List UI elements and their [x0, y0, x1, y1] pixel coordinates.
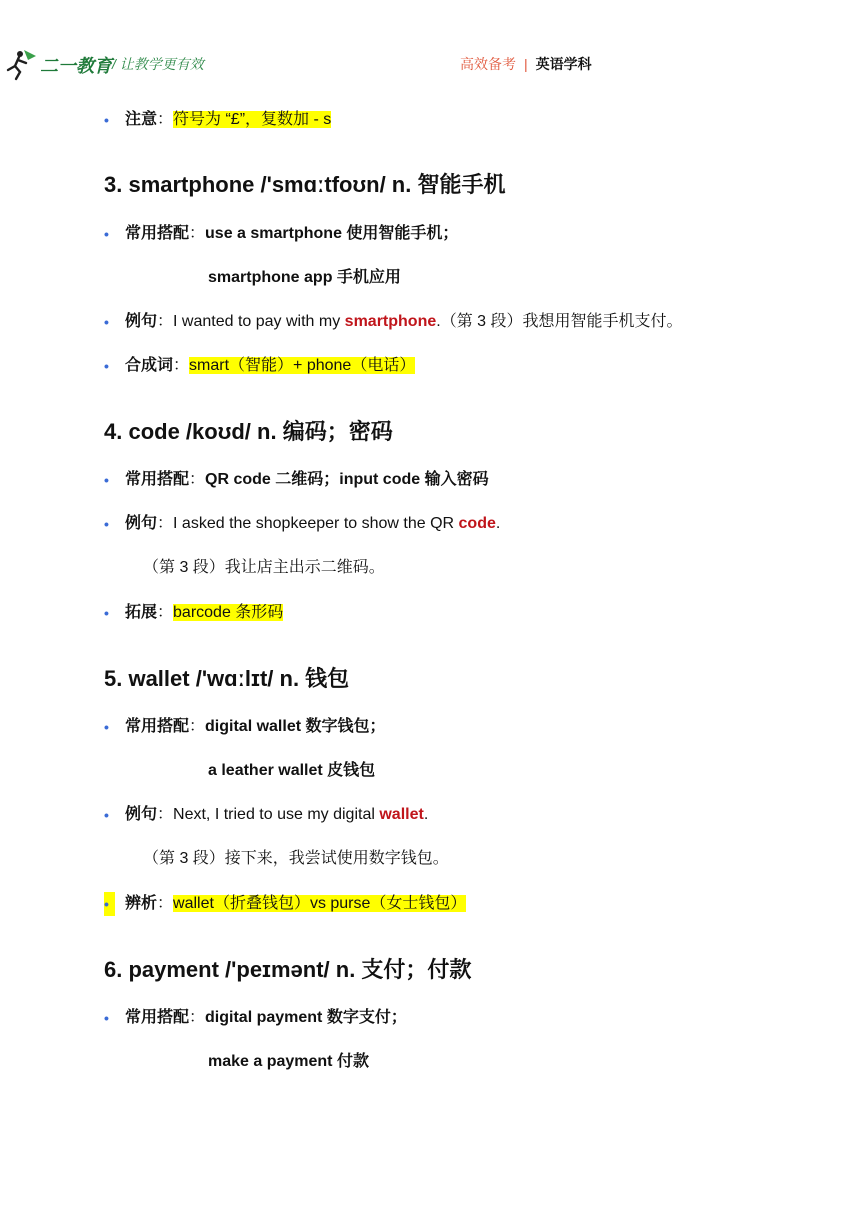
example-text-cont: . [495, 515, 501, 532]
example-text-cont: . [423, 806, 429, 823]
bullet: • [104, 226, 109, 242]
example-label: 例句 [125, 515, 158, 532]
analysis-text: wallet（折叠钱包）vs purse（女士钱包） [173, 895, 467, 912]
compound-text: smart（智能）+ phone（电话） [189, 357, 416, 374]
collocation-text: make a payment 付款 [208, 1053, 369, 1070]
header-subject [460, 54, 592, 74]
compound-label: 合成词 [125, 357, 174, 374]
colon: ： [189, 1009, 206, 1026]
example-keyword: smartphone [344, 313, 437, 330]
running-figure-logo-icon [2, 46, 40, 82]
bullet: • [104, 472, 109, 488]
extension-label: 拓展 [125, 604, 158, 621]
bullet: • [104, 112, 109, 128]
header-separator: | [524, 56, 528, 72]
example-translation: （第 3 段）我让店主出示二维码。 [143, 559, 385, 576]
collocation-text: QR code 二维码；input code 输入密码 [205, 471, 489, 488]
colon: ： [157, 515, 174, 532]
colon: ： [173, 357, 190, 374]
collocation-label: 常用搭配 [125, 471, 190, 488]
heading-smartphone: 3. smartphone /'smɑːtfoʊn/ n. 智能手机 [104, 172, 506, 197]
bullet: • [104, 358, 109, 374]
colon: ： [157, 604, 174, 621]
collocation-label: 常用搭配 [125, 1009, 190, 1026]
example-translation: （第 3 段）接下来，我尝试使用数字钱包。 [143, 850, 449, 867]
bullet: • [104, 605, 109, 621]
colon: ： [157, 806, 174, 823]
heading-code: 4. code /koʊd/ n. 编码；密码 [104, 419, 393, 444]
collocation-text: use a smartphone 使用智能手机； [205, 225, 459, 242]
bullet: • [104, 719, 109, 735]
colon: ： [157, 313, 174, 330]
colon: ： [189, 225, 206, 242]
brand-name: 二一教育 [40, 56, 112, 76]
colon: ： [189, 471, 206, 488]
example-text-cont: .（第 3 段）我想用智能手机支付。 [436, 313, 683, 330]
example-label: 例句 [125, 313, 158, 330]
collocation-text: digital wallet 数字钱包； [205, 718, 386, 735]
bullet: • [104, 892, 115, 916]
example-keyword: code [458, 515, 496, 532]
brand-slogan: / 让教学更有效 [112, 56, 204, 72]
example-text: I wanted to pay with my [173, 313, 345, 330]
note-label: 注意 [125, 111, 158, 128]
note-text: 符号为 “£”，复数加 - s [173, 111, 332, 128]
analysis-label: 辨析 [125, 895, 158, 912]
bullet: • [104, 807, 109, 823]
header-tag-exam: 高效备考 [460, 56, 516, 72]
extension-text: barcode 条形码 [173, 604, 284, 621]
example-keyword: wallet [379, 806, 424, 823]
collocation-text: digital payment 数字支付； [205, 1009, 407, 1026]
bullet: • [104, 1010, 109, 1026]
example-text: I asked the shopkeeper to show the QR [173, 515, 459, 532]
collocation-text: smartphone app 手机应用 [208, 269, 401, 286]
heading-payment: 6. payment /'peɪmənt/ n. 支付；付款 [104, 957, 472, 982]
example-label: 例句 [125, 806, 158, 823]
example-text: Next, I tried to use my digital [173, 806, 380, 823]
heading-wallet: 5. wallet /'wɑːlɪt/ n. 钱包 [104, 666, 350, 691]
colon: ： [157, 895, 174, 912]
collocation-label: 常用搭配 [125, 718, 190, 735]
colon: ： [157, 111, 174, 128]
page-header [0, 40, 860, 84]
collocation-label: 常用搭配 [125, 225, 190, 242]
header-tag-subject: 英语学科 [535, 56, 592, 72]
colon: ： [189, 718, 206, 735]
collocation-text: a leather wallet 皮钱包 [208, 762, 376, 779]
bullet: • [104, 516, 109, 532]
bullet: • [104, 314, 109, 330]
